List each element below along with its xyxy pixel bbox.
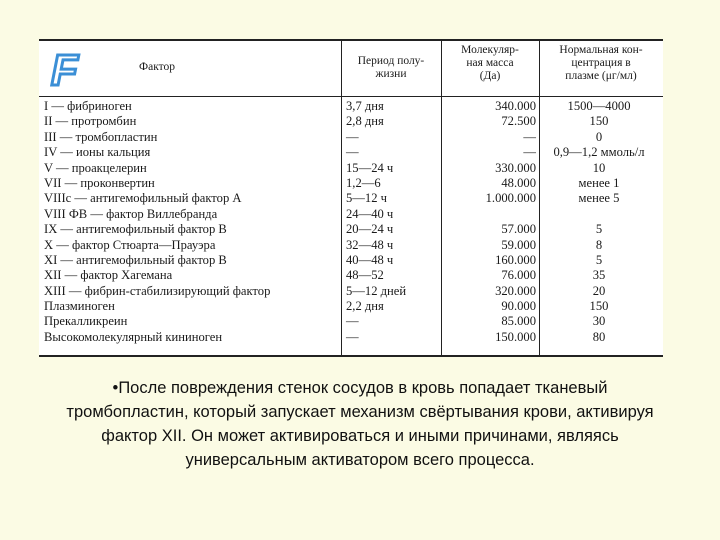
table-row (39, 191, 663, 206)
half-life-cell: 2,8 дня (346, 114, 384, 129)
factor-name-cell: III — тромбопластин (44, 129, 158, 144)
half-life-cell: — (346, 129, 359, 144)
molecular-mass-cell: — (523, 145, 536, 160)
molecular-mass-cell: 330.000 (495, 160, 536, 175)
table-row (39, 145, 663, 160)
concentration-cell: 80 (592, 329, 606, 344)
half-life-cell: 2,2 дня (346, 299, 384, 314)
factor-name-cell: XII — фактор Хагемана (44, 268, 173, 283)
half-life-cell: 5—12 дней (346, 283, 407, 298)
table-row (39, 176, 663, 191)
table-row (39, 222, 663, 237)
concentration-cell: 0 (595, 129, 603, 144)
molecular-mass-cell: 160.000 (495, 252, 536, 267)
header-normal-concentration: Нормальная кон- центрация в плазме (μг/мл) (559, 44, 643, 82)
half-life-cell: 40—48 ч (346, 252, 394, 267)
concentration-cell: менее 1 (578, 175, 620, 190)
table-row (39, 238, 663, 253)
table-row (39, 130, 663, 145)
concentration-cell: 1500—4000 (567, 99, 631, 113)
factor-name-cell: IV — ионы кальция (44, 145, 151, 160)
molecular-mass-cell: 57.000 (501, 222, 536, 237)
concentration-cell: 10 (592, 160, 606, 175)
factor-name-cell: IX — антигемофильный фактор В (44, 222, 227, 237)
table-row (39, 207, 663, 222)
table-row (39, 284, 663, 299)
molecular-mass-cell: 320.000 (495, 283, 536, 298)
molecular-mass-cell: 90.000 (501, 299, 536, 314)
table-row (39, 114, 663, 129)
factor-name-cell: I — фибриноген (44, 99, 132, 113)
concentration-cell: 0,9—1,2 ммоль/л (553, 145, 645, 160)
molecular-mass-cell: 72.500 (501, 114, 536, 129)
half-life-cell: — (346, 145, 359, 160)
header-molecular-mass: Молекуляр- ная масса (Да) (461, 44, 519, 82)
factor-name-cell: VII — проконвертин (44, 175, 155, 190)
concentration-cell: 5 (595, 252, 603, 267)
molecular-mass-cell: 48.000 (501, 175, 536, 190)
header-factor: Фактор (139, 61, 175, 73)
factor-name-cell: X — фактор Стюарта—Прауэра (44, 237, 216, 252)
concentration-cell: 5 (595, 222, 603, 237)
half-life-cell: 32—48 ч (346, 237, 394, 252)
table-row (39, 161, 663, 176)
molecular-mass-cell: 85.000 (501, 314, 536, 329)
factor-name-cell: Высокомолекулярный кининоген (44, 329, 223, 344)
half-life-cell: 48—52 (346, 268, 384, 283)
table-row (39, 330, 663, 345)
caption-text: •После повреждения стенок сосудов в кровь попадает тканевый тромбопластин, который запускает механизм свёртывания крови, активируя фактор XII. Он может активироваться и иными причинами, являясь универсальным активатором всего процесса. (66, 379, 654, 469)
table-row (39, 99, 663, 114)
table-row (39, 253, 663, 268)
table-row (39, 314, 663, 329)
concentration-cell: 30 (592, 314, 606, 329)
molecular-mass-cell: 150.000 (495, 329, 536, 344)
half-life-cell: — (346, 314, 359, 329)
factor-name-cell: Плазминоген (44, 299, 115, 314)
half-life-cell: — (346, 329, 359, 344)
table-row (39, 299, 663, 314)
half-life-cell: 1,2—6 (346, 175, 381, 190)
table-body (39, 99, 663, 345)
half-life-cell: 15—24 ч (346, 160, 394, 175)
molecular-mass-cell: — (523, 129, 536, 144)
table-row (39, 268, 663, 283)
concentration-cell: 35 (592, 268, 606, 283)
half-life-cell: 20—24 ч (346, 222, 394, 237)
half-life-cell: 3,7 дня (346, 99, 384, 113)
molecular-mass-cell: 59.000 (501, 237, 536, 252)
header-divider (39, 96, 663, 97)
molecular-mass-cell: 1.000.000 (485, 191, 536, 206)
concentration-cell: 150 (589, 114, 609, 129)
concentration-cell: 20 (592, 283, 606, 298)
factor-name-cell: XIII — фибрин-стабилизирующий фактор (44, 283, 271, 298)
factor-name-cell: II — протромбин (44, 114, 137, 129)
concentration-cell: 150 (589, 299, 609, 314)
coagulation-factors-table (39, 39, 663, 357)
molecular-mass-cell: 340.000 (495, 99, 536, 113)
half-life-cell: 24—40 ч (346, 206, 394, 221)
molecular-mass-cell: 76.000 (501, 268, 536, 283)
svg-text:F: F (51, 47, 78, 91)
factor-name-cell: VIII ФВ — фактор Виллебранда (44, 206, 218, 221)
half-life-cell: 5—12 ч (346, 191, 387, 206)
factor-name-cell: Прекалликреин (44, 314, 128, 329)
header-half-life: Период полу- жизни (357, 55, 425, 80)
factor-name-cell: V — проакцелерин (44, 160, 147, 175)
concentration-cell: 8 (595, 237, 603, 252)
f-logo-icon (47, 47, 111, 91)
factor-name-cell: VIIIc — антигемофильный фактор А (44, 191, 242, 206)
concentration-cell: менее 5 (578, 191, 620, 206)
factor-name-cell: XI — антигемофильный фактор В (44, 252, 227, 267)
